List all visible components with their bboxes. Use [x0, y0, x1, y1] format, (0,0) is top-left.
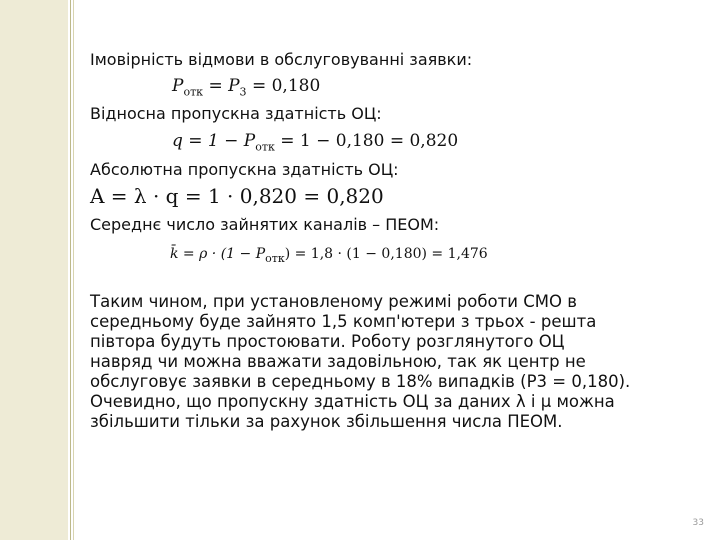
formula-1-rest: = P	[208, 76, 240, 96]
paragraph-line: Очевидно, що пропускну здатність ОЦ за даних λ і μ можна	[90, 392, 615, 411]
formula-4-sub: отк	[265, 251, 285, 265]
formula-2-sub: отк	[255, 140, 275, 154]
formula-2-main: q = 1 − P	[172, 131, 256, 151]
formula-2-tail: = 1 − 0,180 = 0,820	[280, 131, 459, 151]
formula-absolute-throughput: A = λ · q = 1 · 0,820 = 0,820	[90, 184, 384, 208]
formula-4-main: k̄ = ρ · (1 − P	[170, 246, 266, 262]
paragraph-line: збільшити тільки за рахунок збільшення числа ПЕОМ.	[90, 412, 563, 431]
formula-1-var: P	[172, 76, 184, 96]
sidebar-divider	[70, 0, 71, 540]
heading-busy-channels: Середнє число зайнятих каналів – ПЕОМ:	[90, 215, 440, 234]
paragraph-line: Таким чином, при установленому режимі роботи СМО в	[90, 292, 577, 311]
heading-relative-throughput: Відносна пропускна здатність ОЦ:	[90, 104, 382, 123]
formula-refusal-probability	[172, 76, 320, 98]
formula-4-tail: ) = 1,8 · (1 − 0,180) = 1,476	[284, 246, 488, 262]
formula-relative-throughput	[172, 131, 458, 153]
paragraph-line: півтора будуть простоювати. Роботу розглянутого ОЦ	[90, 332, 565, 351]
paragraph-line: навряд чи можна вважати задовільною, так як центр не	[90, 352, 586, 371]
paragraph-line: середньому буде зайнято 1,5 комп'ютери з трьох - решта	[90, 312, 597, 331]
heading-refusal-probability: Імовірність відмови в обслуговуванні заявки:	[90, 50, 473, 69]
sidebar-band	[0, 0, 68, 540]
heading-absolute-throughput: Абсолютна пропускна здатність ОЦ:	[90, 160, 399, 179]
formula-busy-channels	[170, 246, 488, 265]
paragraph-line: обслуговує заявки в середньому в 18% випадків (Р3 = 0,180).	[90, 372, 631, 391]
conclusion-paragraph	[90, 292, 690, 432]
page-number: 33	[692, 518, 704, 528]
formula-1-sub2: 3	[239, 85, 247, 99]
formula-1-tail: = 0,180	[251, 76, 321, 96]
sidebar-divider-inner	[73, 0, 74, 540]
formula-1-sub: отк	[183, 85, 204, 99]
